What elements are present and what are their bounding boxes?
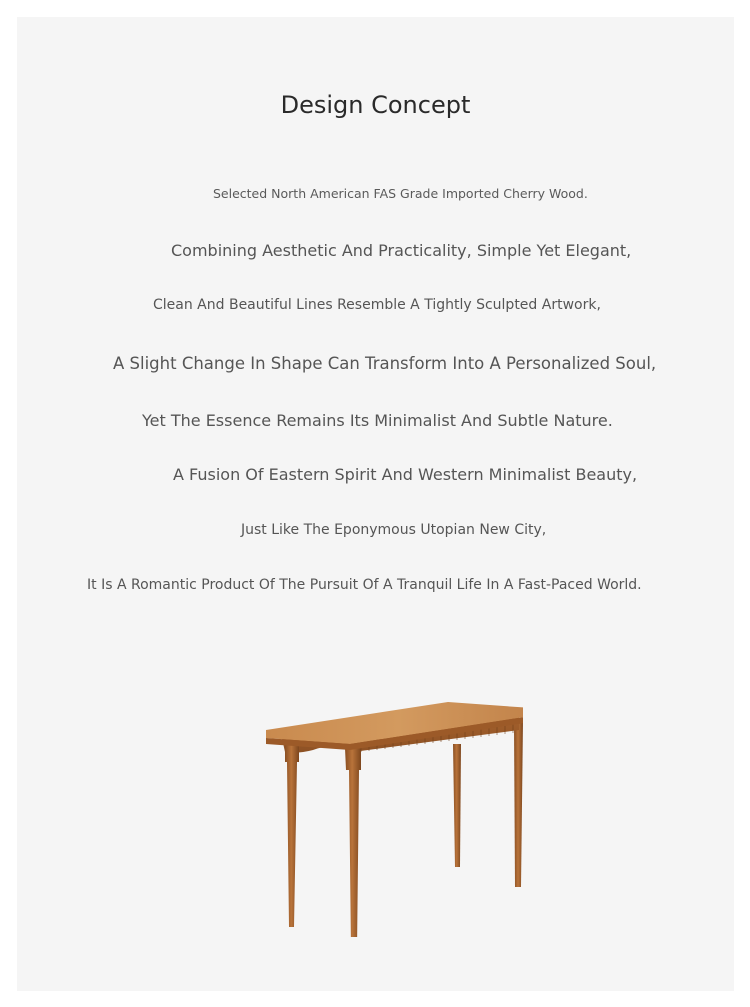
concept-line-6: A Fusion Of Eastern Spirit And Western Minimalist Beauty,	[173, 465, 638, 484]
cherry-wood-console-table-image	[253, 682, 523, 937]
concept-line-2: Combining Aesthetic And Practicality, Simple Yet Elegant,	[171, 241, 632, 260]
concept-line-5: Yet The Essence Remains Its Minimalist And Subtle Nature.	[142, 411, 613, 430]
front-left-leg	[285, 740, 299, 927]
page-title: Design Concept	[280, 91, 471, 119]
design-concept-panel	[17, 17, 734, 991]
concept-line-1: Selected North American FAS Grade Imported Cherry Wood.	[213, 186, 588, 201]
concept-line-7: Just Like The Eponymous Utopian New City,	[241, 522, 547, 538]
front-right-leg	[345, 746, 361, 937]
concept-line-8: It Is A Romantic Product Of The Pursuit Of A Tranquil Life In A Fast-Paced World.	[87, 577, 642, 593]
back-right-leg	[514, 720, 523, 887]
concept-line-3: Clean And Beautiful Lines Resemble A Tightly Sculpted Artwork,	[153, 297, 601, 313]
back-left-leg	[453, 744, 461, 867]
concept-line-4: A Slight Change In Shape Can Transform Into A Personalized Soul,	[113, 354, 657, 373]
